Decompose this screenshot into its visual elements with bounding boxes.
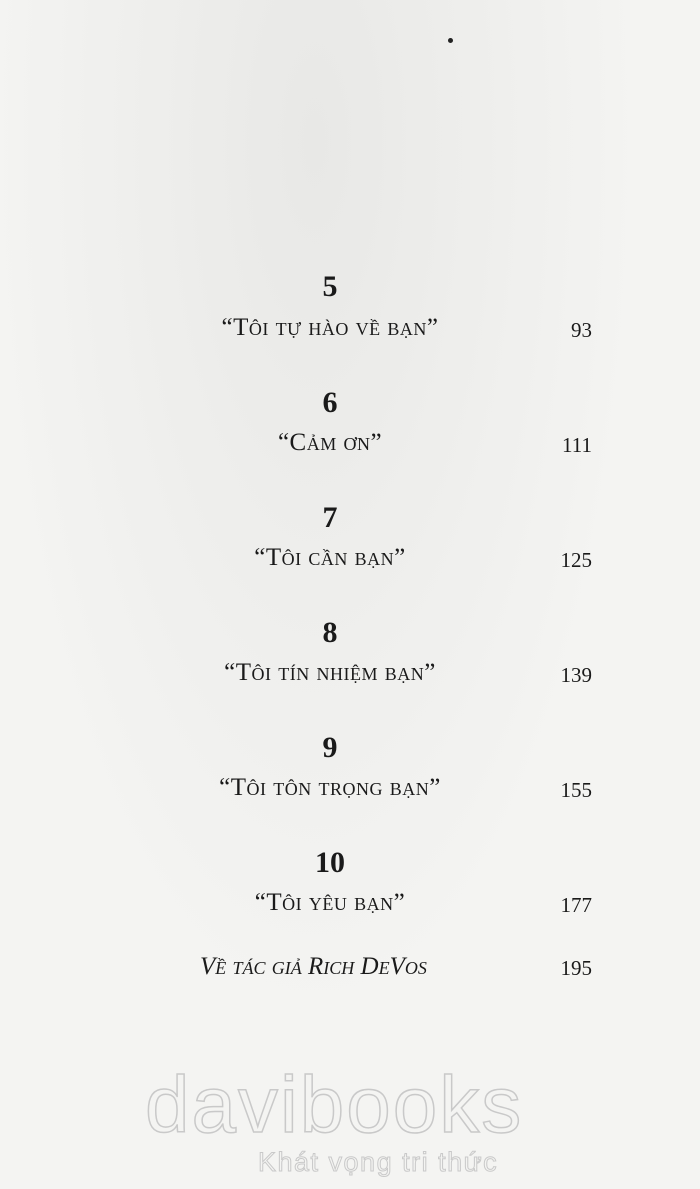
chapter-title: “Tôi cần bạn” xyxy=(254,544,406,571)
chapter-number: 8 xyxy=(322,616,338,649)
chapter-page-number: 111 xyxy=(562,433,592,457)
about-author-title: Về tác giả Rich DeVos xyxy=(200,953,427,980)
watermark-slogan: Khát vọng tri thức xyxy=(258,1147,499,1177)
chapter-page-number: 155 xyxy=(560,778,592,802)
chapter-number: 5 xyxy=(322,270,338,303)
chapter-page-number: 125 xyxy=(560,548,592,572)
chapter-page-number: 93 xyxy=(571,318,592,342)
chapter-title: “Cảm ơn” xyxy=(277,429,383,456)
chapter-number: 9 xyxy=(322,731,338,764)
watermark-logo-text: davibooks xyxy=(145,1060,524,1149)
chapter-page-number: 177 xyxy=(560,893,592,917)
chapter-number: 10 xyxy=(315,846,345,879)
chapter-title: “Tôi tín nhiệm bạn” xyxy=(224,659,436,686)
chapter-page-number: 139 xyxy=(560,663,592,687)
ink-dot xyxy=(448,38,453,43)
chapter-number: 7 xyxy=(322,501,338,534)
chapter-title: “Tôi yêu bạn” xyxy=(254,889,406,916)
chapter-title: “Tôi tôn trọng bạn” xyxy=(219,774,441,801)
chapter-title: “Tôi tự hào về bạn” xyxy=(221,314,439,341)
about-author-page-number: 195 xyxy=(560,956,592,980)
chapter-number: 6 xyxy=(322,386,338,419)
